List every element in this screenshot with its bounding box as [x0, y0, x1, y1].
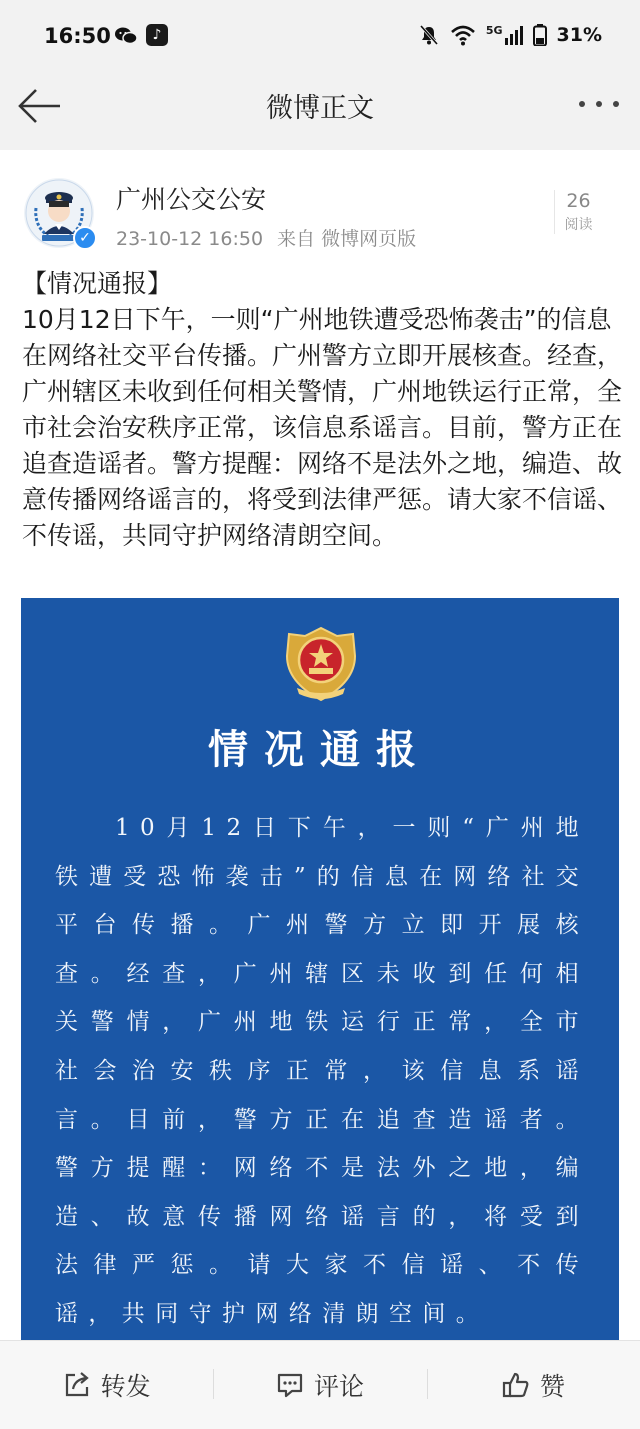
tiktok-icon: ♪ [146, 24, 168, 46]
post-date: 23-10-12 16:50 [116, 228, 264, 250]
wechat-icon [114, 26, 138, 46]
post-body: 10月12日下午，一则“广州地铁遭受恐怖袭击”的信息在网络社交平台传播。广州警方立即开展核查。经查，广州辖区未收到任何相关警情，广州地铁运行正常，全市社会治安秩序正常，该信息系谣言。目前，警方正在追查造谣者。警方提醒：网络不是法外之地，编造、故意传播网络谣言的，将受到法律严惩。请大家不信谣、不传谣，共同守护网络清朗空间。 [22, 305, 623, 550]
comment-icon [276, 1371, 304, 1399]
like-button[interactable] [427, 1341, 640, 1429]
read-count-number: 26 [566, 190, 591, 212]
more-dots-icon[interactable] [576, 86, 622, 122]
battery-percent: 31% [556, 24, 602, 46]
page-title: 微博正文 [266, 93, 374, 124]
post-meta [116, 224, 416, 251]
comment-button[interactable] [213, 1341, 426, 1429]
repost-button[interactable] [0, 1341, 213, 1429]
author-name[interactable]: 广州公交公安 [116, 185, 267, 214]
post-card [0, 150, 640, 1340]
read-count-label: 阅读 [564, 217, 593, 233]
notice-title: 情况通报 [208, 726, 432, 773]
bottom-toolbar [0, 1340, 640, 1429]
thumbs-up-icon [502, 1371, 530, 1399]
police-emblem-icon [283, 626, 359, 704]
repost-label: 转发 [100, 1372, 151, 1401]
status-time: 16:50 [44, 24, 111, 48]
post-text [22, 266, 622, 554]
verified-badge-icon: ✓ [73, 226, 97, 250]
notice-body: 10月12日下午，一则“广州地铁遭受恐怖袭击”的信息在网络社交平台传播。广州警方立即开展核查。经查，广州辖区未收到任何相关警情，广州地铁运行正常，全市社会治安秩序正常，该信息系谣言。目前，警方正在追查造谣者。警方提醒：网络不是法外之地，编造、故意传播网络谣言的，将受到法律严惩。请大家不信谣、不传谣，共同守护网络清朗空间。 [55, 815, 589, 1327]
like-label: 赞 [539, 1372, 565, 1401]
comment-label: 评论 [313, 1372, 364, 1401]
post-source: 来自 微博网页版 [277, 228, 417, 250]
post-heading: 【情况通报】 [22, 269, 173, 298]
nav-bar [0, 72, 640, 140]
network-type-label: 5G [485, 24, 503, 37]
status-right-group [418, 24, 602, 46]
notice-image[interactable] [21, 598, 619, 1340]
status-bar [0, 0, 640, 72]
repost-icon [63, 1371, 91, 1399]
signal-icon [505, 25, 523, 45]
wifi-icon [450, 24, 476, 46]
battery-icon [533, 24, 547, 46]
mute-icon [418, 24, 440, 46]
read-count [554, 190, 602, 234]
